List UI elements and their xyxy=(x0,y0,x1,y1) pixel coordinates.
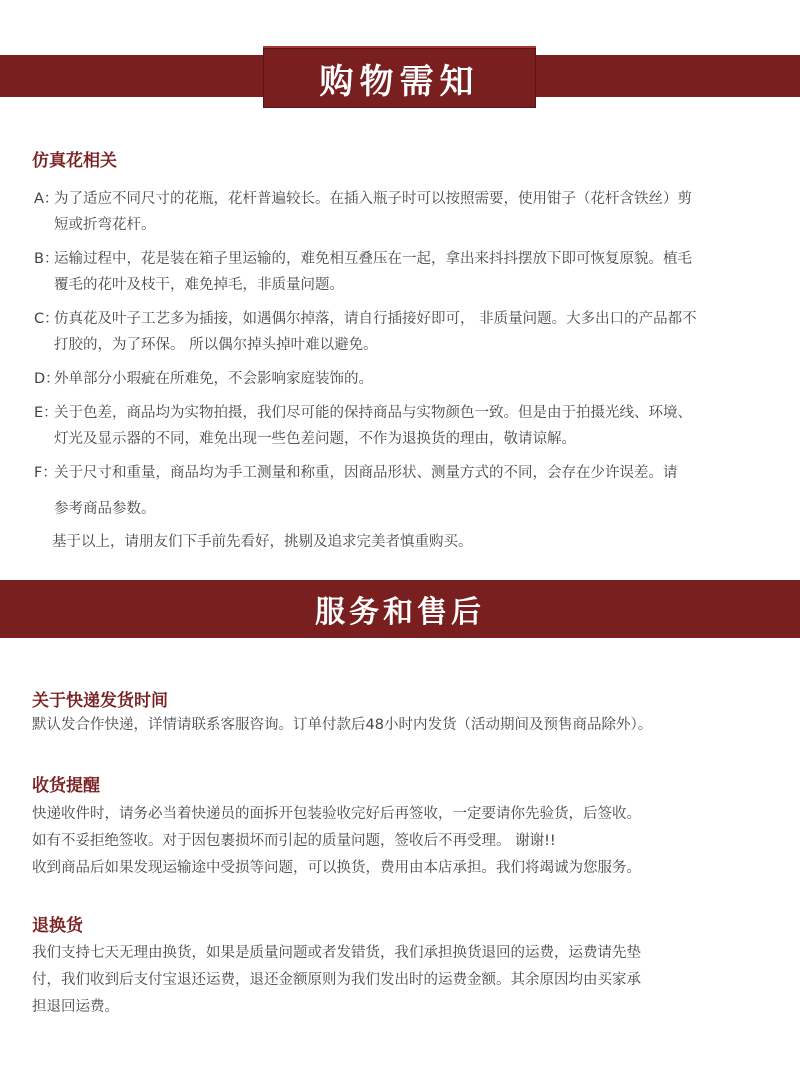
item-text-cont: 灯光及显示器的不同，难免出现一些色差问题，不作为退换货的理由，敬请谅解。 xyxy=(54,431,576,447)
item-label: D： xyxy=(34,371,60,387)
section-title-receipt: 收货提醒 xyxy=(32,776,100,796)
item-text: 关于色差，商品均为实物拍摄，我们尽可能的保持商品与实物颜色一致。但是由于拍摄光线、环境、 xyxy=(54,405,692,421)
returns-text xyxy=(32,940,641,1021)
text-line: 我们支持七天无理由换货，如果是质量问题或者发错货，我们承担换货退回的运费，运费请先垫 xyxy=(32,945,641,961)
section-title-returns: 退换货 xyxy=(32,916,83,936)
text-line: 担退回运费。 xyxy=(32,999,119,1015)
item-text: 运输过程中，花是装在箱子里运输的，难免相互叠压在一起，拿出来抖抖摆放下即可恢复原貌。植毛 xyxy=(54,251,692,267)
section-title-artificial-flowers: 仿真花相关 xyxy=(32,151,117,171)
notice-item-b xyxy=(34,246,784,298)
notice-item-a xyxy=(34,186,784,238)
notice-item-d xyxy=(34,366,784,392)
item-text-cont: 短或折弯花杆。 xyxy=(54,217,156,233)
item-text-cont: 覆毛的花叶及枝干，难免掉毛，非质量问题。 xyxy=(54,277,344,293)
item-text: 外单部分小瑕疵在所难免，不会影响家庭装饰的。 xyxy=(54,371,373,387)
summary-text: 基于以上，请朋友们下手前先看好，挑剔及追求完美者慎重购买。 xyxy=(52,534,473,550)
text-line: 收到商品后如果发现运输途中受损等问题，可以换货，费用由本店承担。我们将竭诚为您服务。 xyxy=(32,860,641,876)
text-line: 默认发合作快递，详情请联系客服咨询。订单付款后48小时内发货（活动期间及预售商品除外）。 xyxy=(32,717,653,733)
item-text-cont: 参考商品参数。 xyxy=(54,501,156,517)
item-label: F： xyxy=(34,465,57,481)
shipping-text xyxy=(32,712,652,739)
item-label: A： xyxy=(34,191,59,207)
notice-item-f xyxy=(34,460,784,522)
notice-item-e xyxy=(34,400,784,452)
item-label: C： xyxy=(34,311,59,327)
notice-item-c xyxy=(34,306,784,358)
text-line: 快递收件时，请务必当着快递员的面拆开包装验收完好后再签收，一定要请你先验货，后签收。 xyxy=(32,806,641,822)
banner-title: 服务和售后 xyxy=(315,595,485,630)
receipt-text xyxy=(32,801,641,882)
item-text: 为了适应不同尺寸的花瓶，花杆普遍较长。在插入瓶子时可以按照需要，使用钳子（花杆含铁丝）剪 xyxy=(54,191,692,207)
text-line: 如有不妥拒绝签收。对于因包裹损坏而引起的质量问题，签收后不再受理。 谢谢!! xyxy=(32,833,556,849)
item-text: 仿真花及叶子工艺多为插接，如遇偶尔掉落，请自行插接好即可， 非质量问题。大多出口的产品都不 xyxy=(54,311,697,327)
item-text-cont: 打胶的，为了环保。 所以偶尔掉头掉叶难以避免。 xyxy=(54,337,378,353)
section-title-shipping: 关于快递发货时间 xyxy=(32,691,168,711)
shopping-notice-banner xyxy=(263,46,536,108)
banner-title: 购物需知 xyxy=(319,61,480,102)
item-label: E： xyxy=(34,405,58,421)
item-label: B： xyxy=(34,251,59,267)
text-line: 付，我们收到后支付宝退还运费，退还金额原则为我们发出时的运费金额。其余原因均由买家承 xyxy=(32,972,641,988)
service-banner xyxy=(0,580,800,638)
item-text: 关于尺寸和重量，商品均为手工测量和称重，因商品形状、测量方式的不同，会存在少许误差。请 xyxy=(54,465,678,481)
